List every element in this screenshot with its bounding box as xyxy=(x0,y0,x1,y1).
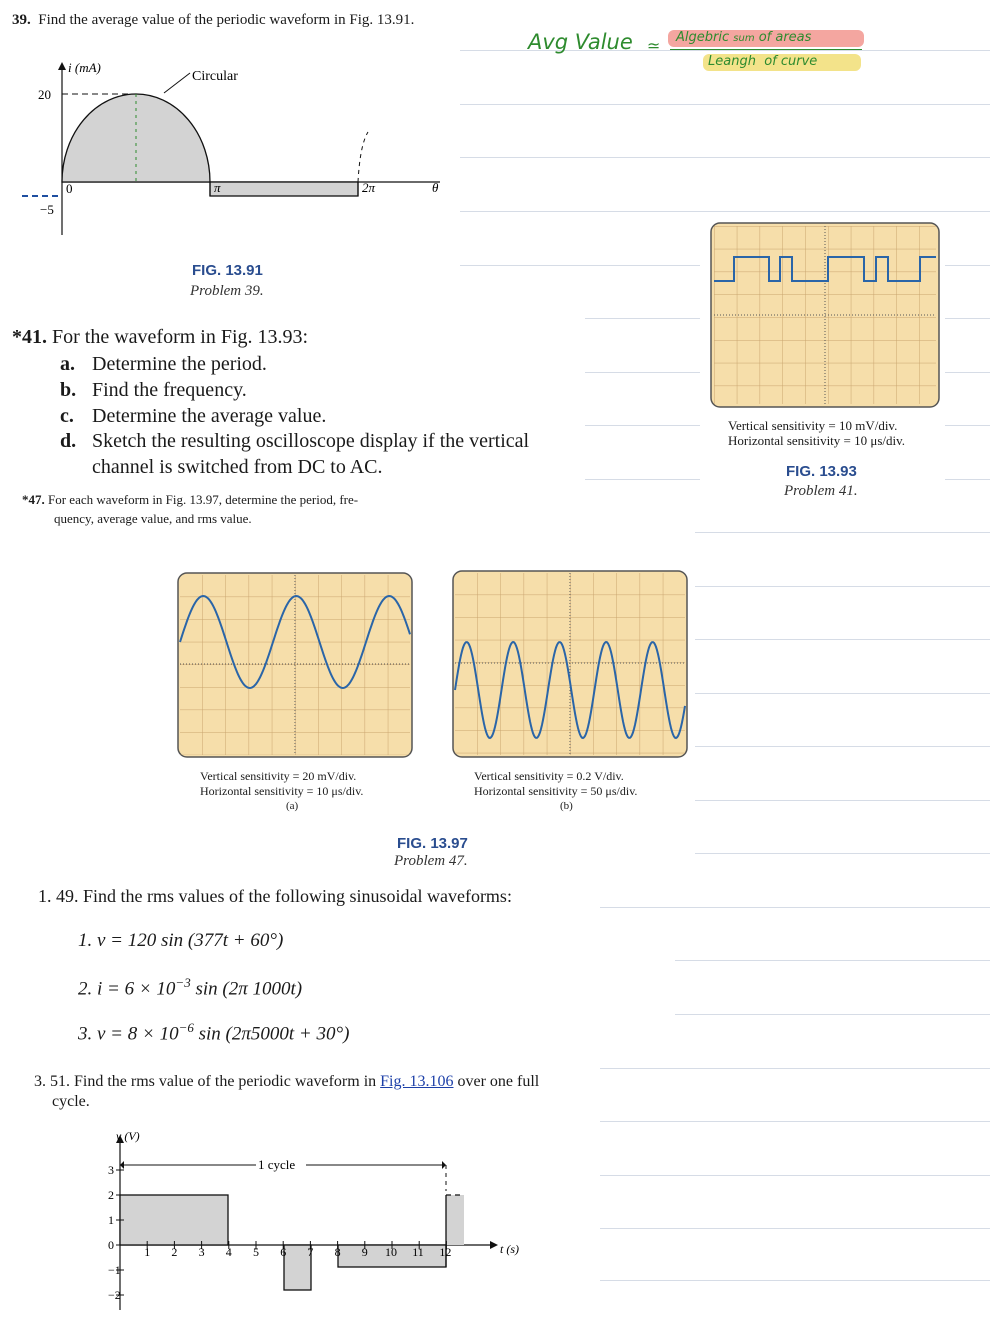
tick-minus-5: −5 xyxy=(40,202,54,217)
eq3-exponent: −6 xyxy=(178,1020,194,1035)
y-axis-arrow xyxy=(58,62,66,70)
fig-13-97b-hsens: Horizontal sensitivity = 50 μs/div. xyxy=(474,784,638,798)
problem-51-text xyxy=(34,1072,539,1112)
y-tick-label: 3 xyxy=(108,1163,114,1177)
problem-39-number: 39. xyxy=(12,12,31,28)
fig-13-91-title: FIG. 13.91 xyxy=(192,262,263,279)
fig-13-97-problem: Problem 47. xyxy=(394,853,468,869)
x-axis-label: t (s) xyxy=(500,1242,519,1256)
negative-rect-region xyxy=(210,182,358,196)
problem-47-line1: For each waveform in Fig. 13.97, determine the period, fre- xyxy=(48,492,359,507)
problem-41-item: d. Sketch the resulting oscilloscope display if the vertical xyxy=(60,430,530,453)
y-tick-label: 2 xyxy=(108,1188,114,1202)
fig-13-97a-sensitivity xyxy=(200,769,363,814)
circular-label: Circular xyxy=(192,69,238,84)
x-tick-label: 9 xyxy=(361,1245,368,1259)
problem-51-pre: 3. 51. Find the rms value of the periodic waveform in xyxy=(34,1073,381,1090)
problem-49-title: 1. 49. Find the rms values of the following sinusoidal waveforms: xyxy=(38,886,512,906)
fig-13-97a-label: (a) xyxy=(286,800,299,812)
y-axis-label: v (V) xyxy=(116,1129,140,1143)
next-cycle-dashed xyxy=(358,132,368,182)
problem-51-post: over one full xyxy=(453,1073,540,1090)
problem-41-item: b. Find the frequency. xyxy=(60,378,247,401)
x-tick-label: 11 xyxy=(412,1245,424,1259)
fig-13-93-title: FIG. 13.93 xyxy=(786,463,857,480)
problem-47-number: *47. xyxy=(22,492,45,507)
fig-13-93-scope xyxy=(710,222,940,408)
x-axis-label: θ xyxy=(432,180,439,195)
hand-approx: ≃ xyxy=(647,36,661,55)
fig-13-97b-vsens: Vertical sensitivity = 0.2 V/div. xyxy=(474,769,624,783)
x-tick-label: 1 xyxy=(144,1245,151,1259)
eq2-part-a: 2. i = 6 × 10 xyxy=(78,978,176,1000)
problem-41-item: channel is switched from DC to AC. xyxy=(92,456,383,479)
pulse-next xyxy=(446,1195,464,1245)
fig-13-97-title: FIG. 13.97 xyxy=(397,835,468,852)
fig-13-91-problem: Problem 39. xyxy=(190,283,264,299)
fig-13-93-vsens: Vertical sensitivity = 10 mV/div. xyxy=(728,418,898,433)
fig-13-106-graph xyxy=(80,1125,520,1320)
x-tick-label: 8 xyxy=(334,1245,341,1259)
hand-numerator xyxy=(676,30,811,45)
tick-20: 20 xyxy=(38,87,51,102)
x-tick-label: 7 xyxy=(307,1245,314,1259)
fig-13-97a-scope xyxy=(177,572,413,758)
tick-0: 0 xyxy=(66,181,73,196)
problem-41-items xyxy=(60,352,529,481)
fig-13-91-graph xyxy=(0,50,460,250)
x-tick-label: 10 xyxy=(385,1245,397,1259)
x-tick-label: 12 xyxy=(439,1245,452,1259)
problem-47-line2: quency, average value, and rms value. xyxy=(54,511,252,526)
y-tick-label: −1 xyxy=(108,1263,121,1277)
eq2-part-b: sin (2π 1000t) xyxy=(190,978,303,1000)
x-tick-label: 2 xyxy=(171,1245,178,1259)
fraction-bar xyxy=(670,49,862,50)
fig-13-106-link[interactable]: Fig. 13.106 xyxy=(380,1073,454,1090)
hand-numerator-a: Algebric xyxy=(676,30,730,45)
problem-39-text xyxy=(12,12,414,29)
eq3-part-b: sin (2π5000t + 30°) xyxy=(193,1023,350,1045)
problem-41-number: *41. xyxy=(12,326,47,348)
tick-pi: π xyxy=(214,180,221,195)
problem-49-eq3 xyxy=(78,1020,349,1045)
fig-13-93-sensitivity xyxy=(728,418,905,448)
x-tick-label: 4 xyxy=(225,1245,232,1259)
hand-denominator xyxy=(708,54,817,69)
hand-avg-value: Avg Value xyxy=(528,30,633,54)
hand-numerator-c: of areas xyxy=(758,30,812,45)
x-tick-label: 3 xyxy=(198,1245,205,1259)
hand-denominator-a: Leangh xyxy=(708,54,756,69)
problem-51-line2: cycle. xyxy=(52,1093,90,1110)
problem-41-statement: For the waveform in Fig. 13.93: xyxy=(52,326,309,348)
y-tick-label: 1 xyxy=(108,1213,114,1227)
y-axis-label: i (mA) xyxy=(68,60,101,75)
fig-13-93-problem: Problem 41. xyxy=(784,483,858,499)
y-tick-label: 0 xyxy=(108,1238,114,1252)
problem-49-eq1: 1. v = 120 sin (377t + 60°) xyxy=(78,930,284,951)
tick-2pi: 2π xyxy=(362,180,376,195)
problem-39-statement: Find the average value of the periodic waveform in Fig. 13.91. xyxy=(38,12,415,28)
problem-49-eq2 xyxy=(78,975,302,1000)
eq3-part-a: 3. v = 8 × 10 xyxy=(78,1023,179,1045)
problem-41-item: a. Determine the period. xyxy=(60,353,267,375)
problem-47-text xyxy=(22,490,358,528)
eq2-exponent: −3 xyxy=(175,975,191,990)
fig-13-97b-scope xyxy=(452,570,688,758)
problem-41-item: c. Determine the average value. xyxy=(60,404,327,427)
x-tick-label: 6 xyxy=(280,1245,287,1259)
cycle-label: 1 cycle xyxy=(258,1157,296,1172)
fig-13-97b-label: (b) xyxy=(560,800,573,812)
problem-41-heading xyxy=(12,326,308,349)
hand-denominator-b: of curve xyxy=(764,54,818,69)
fig-13-97b-sensitivity xyxy=(474,769,637,814)
fig-13-93-hsens: Horizontal sensitivity = 10 μs/div. xyxy=(728,433,906,448)
fig-13-97a-vsens: Vertical sensitivity = 20 mV/div. xyxy=(200,769,357,783)
pulse-2v xyxy=(120,1195,228,1245)
y-tick-label: −2 xyxy=(108,1288,121,1302)
fig-13-97a-hsens: Horizontal sensitivity = 10 μs/div. xyxy=(200,784,364,798)
x-tick-label: 5 xyxy=(253,1245,259,1259)
hand-numerator-b: sum xyxy=(733,33,755,44)
